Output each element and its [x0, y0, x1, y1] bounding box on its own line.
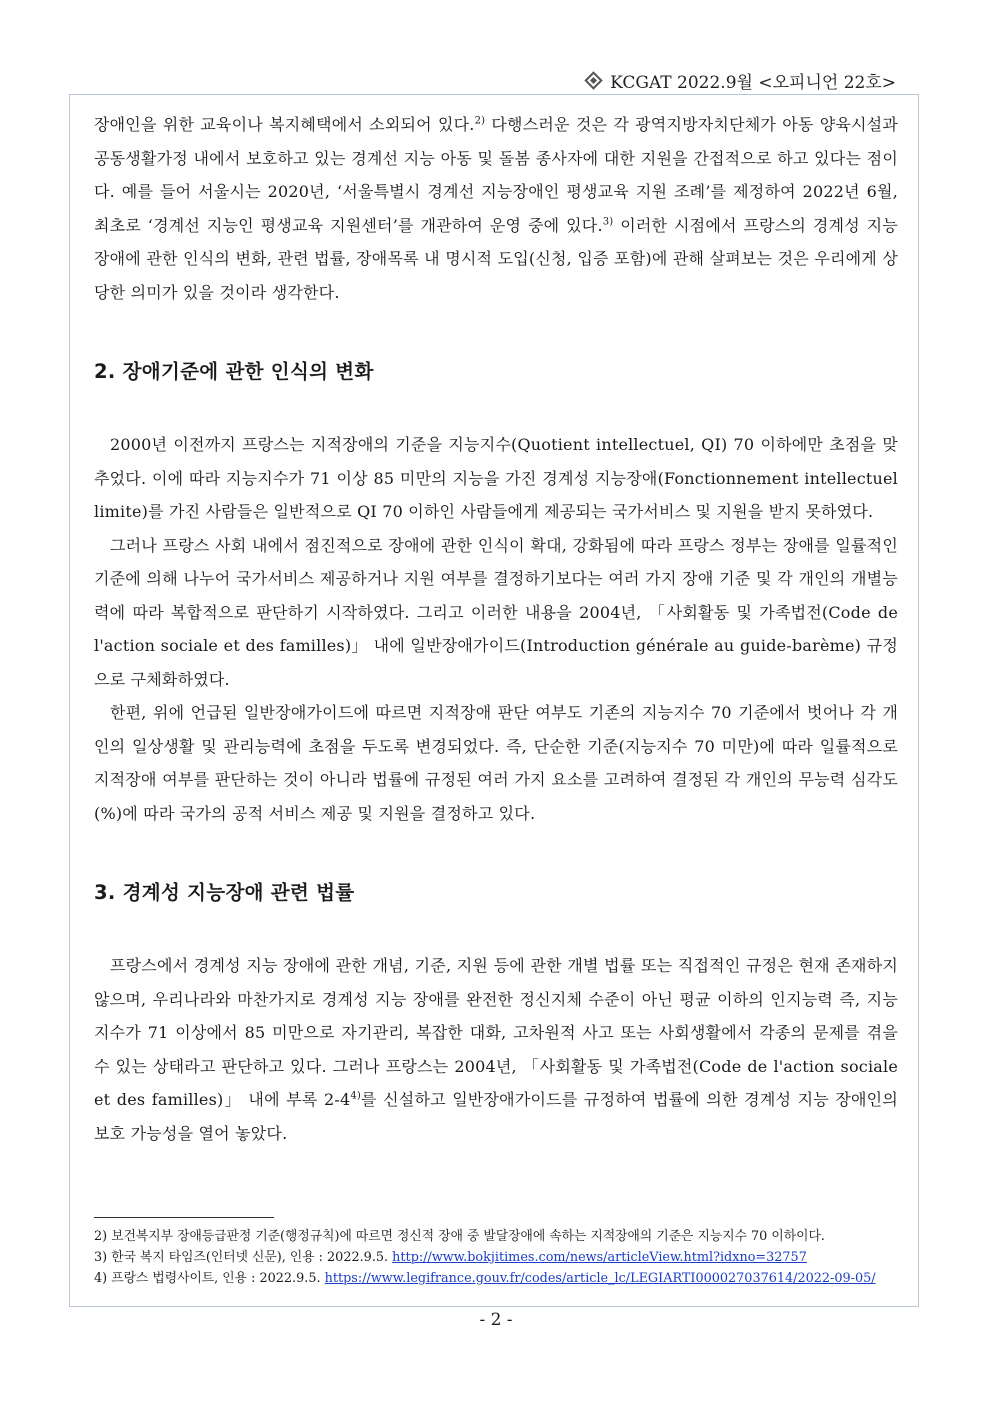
paragraph-section2-1: 2000년 이전까지 프랑스는 지적장애의 기준을 지능지수(Quotient intellectuel, QI) 70 이하에만 초점을 맞추었다. 이에 따라 지능지수가 71 이상 85 미만의 지능을 가진 경계성 지능장애(Fonctionnement intellectuel limite)를 가진 사람들은 일반적으로 QI 70 이하인 사람들에게 제공되는 국가서비스 및 지원을 받지 못하였다. — [94, 435, 898, 521]
footnote-ref-3[interactable]: 3) — [602, 216, 614, 228]
footnote-2 — [94, 1226, 904, 1247]
footnote-3-link[interactable]: http://www.bokjitimes.com/news/articleView.html?idxno=32757 — [392, 1250, 807, 1265]
paragraph-section3-1 — [94, 949, 898, 1150]
header-text: KCGAT 2022.9월 <오피니언 22호> — [610, 73, 896, 93]
paragraph-section2-2: 그러나 프랑스 사회 내에서 점진적으로 장애에 관한 인식이 확대, 강화됨에 따라 프랑스 정부는 장애를 일률적인 기준에 의해 나누어 국가서비스 제공하거나 지원 여부를 결정하기보다는 여러 가지 장애 기준 및 각 개인의 개별능력에 따라 복합적으로 판단하기 시작하였다. 그리고 이러한 내용을 2004년, 「사회활동 및 가족법전(Code de l'action sociale et des familles)」 내에 일반장애가이드(Introduction générale au guide-barème) 규정으로 구체화하였다. — [94, 535, 898, 689]
paragraph-section3-text-1: 프랑스에서 경계성 지능 장애에 관한 개념, 기준, 지원 등에 관한 개별 법률 또는 직접적인 규정은 현재 존재하지 않으며, 우리나라와 마찬가지로 경계성 지능 장애를 완전한 정신지체 수준이 아닌 평균 이하의 인지능력 즉, 지능지수가 71 이상에서 85 미만으로 자기관리, 복잡한 대화, 고차원적 사고 또는 사회생활에서 각종의 문제를 겪을 수 있는 상태라고 판단하고 있다. 그러나 프랑스는 2004년, 「사회활동 및 가족법전(Code de l'action sociale et des familles)」 내에 부록 2-4 — [94, 956, 898, 1109]
page-header — [587, 68, 896, 93]
paragraph-section3-text-2: 를 신설하고 일반장애가이드를 규정하여 법률에 의한 경계성 지능 장애인의 보호 가능성을 열어 놓았다. — [94, 1090, 898, 1143]
section-heading-2: 2. 장애기준에 관한 인식의 변화 — [94, 360, 374, 383]
footnote-4 — [94, 1268, 904, 1289]
section-heading-3: 3. 경계성 지능장애 관련 법률 — [94, 881, 355, 904]
diamond-bullet-icon — [584, 71, 602, 89]
footnote-ref-4[interactable]: 4) — [350, 1090, 362, 1102]
footnote-ref-2[interactable]: 2) — [474, 115, 486, 127]
footnote-3 — [94, 1247, 904, 1268]
footnotes — [94, 1226, 904, 1289]
page-number: - 2 - — [479, 1310, 513, 1330]
paragraph-intro — [94, 108, 898, 309]
footnote-divider — [94, 1217, 274, 1218]
paragraph-intro-text-3: 이러한 시점에서 프랑스의 경계성 지능 장애에 관한 인식의 변화, 관련 법률, 장애목록 내 명시적 도입(신청, 입증 포함)에 관해 살펴보는 것은 우리에게 상당한 의미가 있을 것이라 생각한다. — [94, 215, 898, 302]
paragraph-intro-text-2: 다행스러운 것은 각 광역지방자치단체가 아동 양육시설과 공동생활가정 내에서 보호하고 있는 경계선 지능 아동 및 돌봄 종사자에 대한 지원을 간접적으로 하고 있다는 점이다. 예를 들어 서울시는 2020년, ‘서울특별시 경계선 지능장애인 평생교육 지원 조례’를 제정하여 2022년 6월, 최초로 ‘경계선 지능인 평생교육 지원센터’를 개관하여 운영 중에 있다. — [94, 115, 898, 235]
footnote-4-link[interactable]: https://www.legifrance.gouv.fr/codes/article_lc/LEGIARTI000027037614/2022-09-05/ — [324, 1271, 876, 1286]
footnote-3-text: 3) 한국 복지 타임즈(인터넷 신문), 인용 : 2022.9.5. — [94, 1250, 393, 1265]
paragraph-section2-3: 한편, 위에 언급된 일반장애가이드에 따르면 지적장애 판단 여부도 기존의 지능지수 70 기준에서 벗어나 각 개인의 일상생활 및 관리능력에 초점을 두도록 변경되었다. 즉, 단순한 기준(지능지수 70 미만)에 따라 일률적으로 지적장애 여부를 판단하는 것이 아니라 법률에 규정된 여러 가지 요소를 고려하여 결정된 각 개인의 무능력 심각도(%)에 따라 국가의 공적 서비스 제공 및 지원을 결정하고 있다. — [94, 703, 898, 823]
main-content — [94, 108, 898, 1150]
footnote-2-text: 2) 보건복지부 장애등급판정 기준(행정규칙)에 따르면 정신적 장애 중 발달장애에 속하는 지적장애의 기준은 지능지수 70 이하이다. — [94, 1229, 825, 1244]
paragraph-intro-text-1: 장애인을 위한 교육이나 복지혜택에서 소외되어 있다. — [94, 115, 475, 134]
footnote-4-text: 4) 프랑스 법령사이트, 인용 : 2022.9.5. — [94, 1271, 325, 1286]
